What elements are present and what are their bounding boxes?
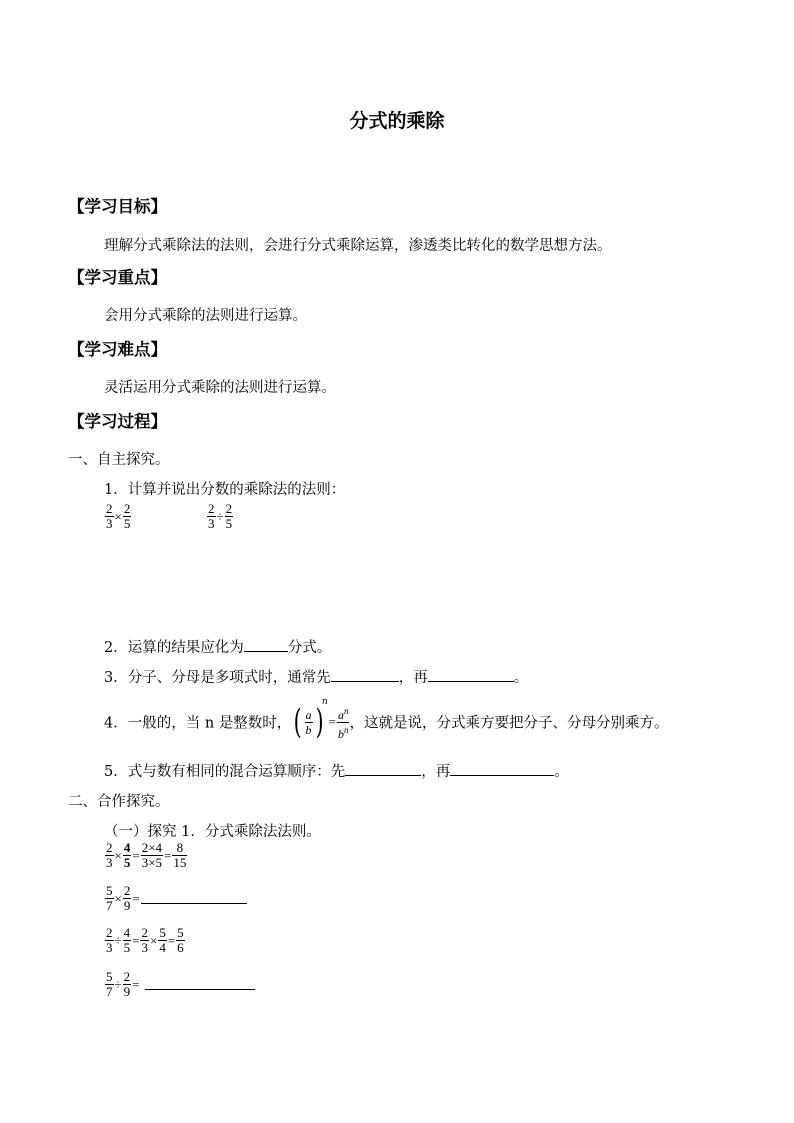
fraction: $\frac{5}{7}$ <box>106 883 113 913</box>
fraction: $\frac{4}{5}$ <box>123 840 131 870</box>
right-paren: ) <box>315 702 324 742</box>
expr-multiply-exercise: $\frac{5}{7}$ × $\frac{2}{9}$ = <box>105 884 247 913</box>
left-paren: ( <box>293 702 302 742</box>
divide-sign: ÷ <box>216 508 224 524</box>
key-points-text: 会用分式乘除的法则进行运算。 <box>104 308 307 324</box>
answer-blank[interactable] <box>345 763 421 776</box>
fraction: $\frac{4}{5}$ <box>123 925 131 955</box>
fraction: $\frac{2}{9}$ <box>123 969 131 999</box>
expr-fraction-multiply <box>105 502 131 531</box>
times-sign: × <box>114 508 122 524</box>
part1-heading: 一、自主探究。 <box>68 452 170 468</box>
fraction-a-over-b: $\frac{a}{b}$ <box>305 707 312 737</box>
fraction: $\frac{5}{6}$ <box>177 925 184 955</box>
fraction: $\frac{5}{7}$ <box>106 969 113 999</box>
fraction: $\frac{2}{3}$ <box>106 840 113 870</box>
answer-blank[interactable] <box>244 639 288 652</box>
question-1: 1．计算并说出分数的乘除法的法则： <box>104 482 346 498</box>
fraction: $\frac{2}{5}$ <box>225 501 233 531</box>
fraction: $\frac{2}{3}$ <box>106 925 113 955</box>
page-title: 分式的乘除 <box>349 110 445 132</box>
exponent: n <box>321 697 328 707</box>
goals-text: 理解分式乘除法的法则，会进行分式乘除运算，渗透类比转化的数学思想方法。 <box>104 238 612 254</box>
answer-blank[interactable] <box>428 669 514 682</box>
fraction-an-over-bn: $\frac{a^n}{b^n}$ <box>337 705 349 741</box>
expr-multiply-example: $\frac{2}{3}$ × $\frac{4}{5}$ = $\frac{2\times 4}{3\times 5}$ = $\frac{8}{15}$ <box>106 840 187 870</box>
fraction: $\frac{2}{3}$ <box>141 925 148 955</box>
fraction: $\frac{2}{5}$ <box>123 501 131 531</box>
fraction: $\frac{2}{3}$ <box>208 501 215 531</box>
fraction: $\frac{2\times 4}{3\times 5}$ <box>141 840 163 870</box>
answer-blank[interactable] <box>145 989 255 990</box>
expr-fraction-divide <box>207 502 233 531</box>
fraction: $\frac{2}{3}$ <box>106 501 113 531</box>
expr-divide-example: $\frac{2}{3}$ ÷ $\frac{4}{5}$ = $\frac{2}{3}$ × $\frac{5}{4}$ = $\frac{5}{6}$ <box>106 925 184 955</box>
answer-blank[interactable] <box>331 669 399 682</box>
fraction: $\frac{8}{15}$ <box>173 840 187 870</box>
expr-divide-exercise: $\frac{5}{7}$ ÷ $\frac{2}{9}$ = <box>105 970 255 999</box>
fraction: $\frac{5}{4}$ <box>159 925 166 955</box>
difficulties-text: 灵活运用分式乘除的法则进行运算。 <box>104 380 336 396</box>
question-3: 3．分子、分母是多项式时，通常先 ，再 。 <box>104 670 529 686</box>
answer-blank[interactable] <box>450 763 554 776</box>
equals-sign: = <box>328 714 336 729</box>
question-5: 5．式与数有相同的混合运算顺序：先 ，再 。 <box>104 764 569 780</box>
section-heading-key-points: 【学习重点】 <box>68 268 167 287</box>
question-4: 4．一般的，当 n 是整数时，( $\frac{a}{b}$ )$^n$= $\frac{a^n}{b^n}$ ，这就是说，分式乘方要把分子、分母分别乘方。 <box>104 697 669 742</box>
answer-blank[interactable] <box>141 903 247 904</box>
part2-sub1: （一）探究 1．分式乘除法法则。 <box>104 824 321 840</box>
section-heading-difficulties: 【学习难点】 <box>68 340 167 359</box>
part2-heading: 二、合作探究。 <box>68 794 170 810</box>
question-2: 2．运算的结果应化为 分式。 <box>104 640 332 656</box>
section-heading-goals: 【学习目标】 <box>68 197 167 216</box>
fraction: $\frac{2}{9}$ <box>123 883 131 913</box>
section-heading-process: 【学习过程】 <box>68 412 167 431</box>
